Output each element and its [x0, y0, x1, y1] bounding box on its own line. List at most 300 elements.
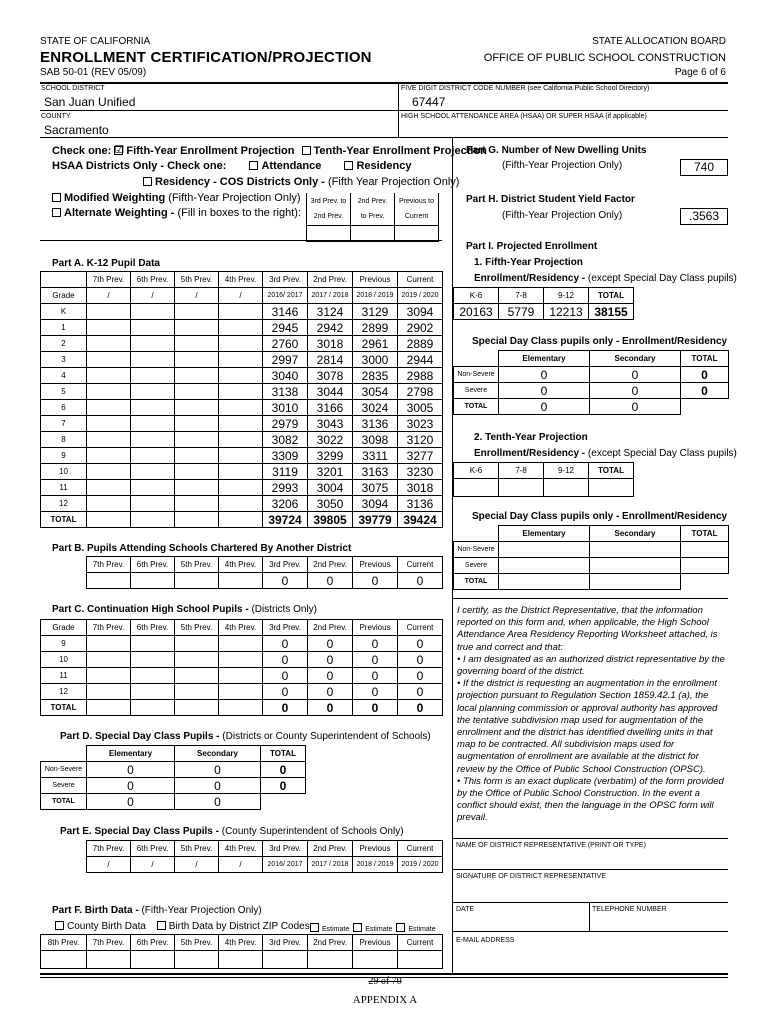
enrollment-cell[interactable]: 3005: [398, 400, 443, 416]
empty-cell[interactable]: [131, 320, 175, 336]
zip-birth-checkbox[interactable]: [157, 921, 166, 930]
district-code-field[interactable]: 67447: [412, 95, 446, 109]
table-row: [41, 700, 443, 716]
enrollment-cell[interactable]: 3138: [263, 384, 308, 400]
e-year-3rd[interactable]: 2016/ 2017: [263, 857, 308, 873]
empty-cell[interactable]: [219, 400, 263, 416]
signature-field[interactable]: [456, 883, 726, 901]
enrollment-cell[interactable]: 39424: [398, 512, 443, 528]
enrollment-cell[interactable]: 2993: [263, 480, 308, 496]
empty-cell[interactable]: [219, 496, 263, 512]
enrollment-cell[interactable]: 3166: [308, 400, 353, 416]
county-birth-checkbox[interactable]: [55, 921, 64, 930]
empty-cell[interactable]: [175, 448, 219, 464]
fifth-year-table: [453, 287, 634, 320]
continuation-cell[interactable]: 0: [353, 684, 398, 700]
part-a-table: [40, 271, 443, 528]
empty-cell[interactable]: [219, 416, 263, 432]
continuation-cell[interactable]: 0: [353, 668, 398, 684]
sdc-secondary-cell[interactable]: 0: [590, 399, 681, 415]
empty-cell[interactable]: [219, 336, 263, 352]
enrollment-cell[interactable]: 39779: [353, 512, 398, 528]
enrollment-cell[interactable]: 3124: [308, 304, 353, 320]
continuation-cell[interactable]: 0: [398, 700, 443, 716]
enrollment-cell[interactable]: 2899: [353, 320, 398, 336]
continuation-cell[interactable]: 0: [398, 668, 443, 684]
empty-cell[interactable]: [87, 400, 131, 416]
wt-input-1[interactable]: [307, 225, 351, 241]
fifth-year-subtitle: 1. Fifth-Year Projection: [474, 257, 583, 268]
enrollment-cell[interactable]: 3206: [263, 496, 308, 512]
enrollment-cell[interactable]: 3024: [353, 400, 398, 416]
f-cell[interactable]: [263, 951, 308, 969]
empty-cell[interactable]: [131, 700, 175, 716]
empty-cell[interactable]: [219, 636, 263, 652]
f-cell[interactable]: [87, 951, 131, 969]
empty-cell[interactable]: [219, 352, 263, 368]
b-cell[interactable]: [175, 573, 219, 589]
table-row: [41, 480, 443, 496]
sdc-row-label: TOTAL: [454, 399, 499, 415]
fifth-total-value[interactable]: 38155: [589, 304, 634, 320]
continuation-cell[interactable]: 0: [263, 668, 308, 684]
year-5th[interactable]: /: [175, 288, 219, 304]
signature-label: SIGNATURE OF DISTRICT REPRESENTATIVE: [456, 873, 606, 880]
empty-cell[interactable]: [87, 336, 131, 352]
empty-cell[interactable]: [219, 668, 263, 684]
sdc-secondary-cell[interactable]: 0: [175, 794, 261, 810]
dwelling-units-field[interactable]: 740: [680, 159, 728, 176]
continuation-cell[interactable]: 0: [353, 636, 398, 652]
enrollment-cell[interactable]: 3120: [398, 432, 443, 448]
empty-cell[interactable]: [87, 700, 131, 716]
modified-weighting-checkbox[interactable]: [52, 193, 61, 202]
f-cell[interactable]: [41, 951, 87, 969]
empty-cell[interactable]: [131, 368, 175, 384]
empty-cell[interactable]: [87, 464, 131, 480]
weighting-table: [306, 193, 439, 242]
continuation-cell[interactable]: 0: [263, 700, 308, 716]
empty-cell[interactable]: [87, 352, 131, 368]
fifth-col-912: 9-12: [544, 288, 589, 304]
empty-cell[interactable]: [175, 684, 219, 700]
f-col-7th: 7th Prev.: [87, 935, 131, 951]
enrollment-cell[interactable]: 3010: [263, 400, 308, 416]
empty-cell[interactable]: [87, 668, 131, 684]
empty-cell[interactable]: [131, 304, 175, 320]
e-year-6th[interactable]: /: [131, 857, 175, 873]
enrollment-cell[interactable]: 3163: [353, 464, 398, 480]
county-field[interactable]: Sacramento: [44, 123, 109, 137]
empty-cell[interactable]: [175, 304, 219, 320]
enrollment-cell[interactable]: 39805: [308, 512, 353, 528]
continuation-cell[interactable]: 0: [263, 636, 308, 652]
empty-cell[interactable]: [175, 668, 219, 684]
table-row: [41, 368, 443, 384]
empty-cell[interactable]: [87, 448, 131, 464]
enrollment-cell[interactable]: 2902: [398, 320, 443, 336]
b-cell[interactable]: [131, 573, 175, 589]
empty-cell[interactable]: [87, 432, 131, 448]
f-cell[interactable]: [308, 951, 353, 969]
sdc-secondary-cell[interactable]: 0: [590, 367, 681, 383]
empty-cell[interactable]: [175, 368, 219, 384]
empty-cell[interactable]: [219, 304, 263, 320]
empty-cell[interactable]: [131, 432, 175, 448]
empty-cell[interactable]: [131, 336, 175, 352]
empty-cell[interactable]: [219, 320, 263, 336]
empty-cell[interactable]: [87, 512, 131, 528]
e-year-current[interactable]: 2019 / 2020: [398, 857, 443, 873]
enrollment-cell[interactable]: 3129: [353, 304, 398, 320]
empty-cell[interactable]: [87, 480, 131, 496]
appendix-label: APPENDIX A: [352, 994, 418, 1006]
enrollment-cell[interactable]: 3018: [398, 480, 443, 496]
f-cell[interactable]: [398, 951, 443, 969]
enrollment-cell[interactable]: 2835: [353, 368, 398, 384]
year-current[interactable]: 2019 / 2020: [398, 288, 443, 304]
district-field[interactable]: San Juan Unified: [44, 95, 136, 109]
empty-cell[interactable]: [175, 432, 219, 448]
empty-cell[interactable]: [175, 496, 219, 512]
b-cell[interactable]: [219, 573, 263, 589]
attendance-label: Attendance: [261, 160, 322, 172]
empty-cell[interactable]: [87, 304, 131, 320]
table-row: [41, 668, 443, 684]
part-c-title: Part C. Continuation High School Pupils -: [52, 604, 249, 615]
grade-label: 1: [41, 320, 87, 336]
b-cell[interactable]: 0: [263, 573, 308, 589]
continuation-cell[interactable]: 0: [353, 652, 398, 668]
enrollment-cell[interactable]: 3023: [398, 416, 443, 432]
empty-cell[interactable]: [175, 480, 219, 496]
alternate-weighting-checkbox[interactable]: [52, 208, 61, 217]
empty-cell[interactable]: [175, 384, 219, 400]
empty-cell[interactable]: [131, 480, 175, 496]
enrollment-cell[interactable]: 2944: [398, 352, 443, 368]
empty-cell[interactable]: [131, 496, 175, 512]
empty-cell[interactable]: [131, 652, 175, 668]
empty-cell[interactable]: [219, 480, 263, 496]
empty-cell[interactable]: [131, 636, 175, 652]
estimate-checkbox-2[interactable]: [353, 923, 362, 932]
wt-input-3[interactable]: [395, 225, 439, 241]
sdc-row-label: Severe: [454, 383, 499, 399]
part-a-title: Part A. K-12 Pupil Data: [52, 258, 160, 269]
enrollment-cell[interactable]: 2889: [398, 336, 443, 352]
sdc-empty-cell[interactable]: [681, 574, 729, 590]
empty-cell[interactable]: [219, 684, 263, 700]
sdc-elementary-cell[interactable]: 0: [499, 399, 590, 415]
date-label: DATE: [456, 906, 475, 913]
empty-cell[interactable]: [131, 448, 175, 464]
sdc-empty-cell[interactable]: [499, 574, 590, 590]
alternate-weighting-note: (Fill in boxes to the right):: [177, 207, 301, 219]
enrollment-cell[interactable]: 3201: [308, 464, 353, 480]
empty-cell[interactable]: [131, 352, 175, 368]
estimate-checkbox-3[interactable]: [396, 923, 405, 932]
b-cell[interactable]: [87, 573, 131, 589]
continuation-cell[interactable]: 0: [353, 700, 398, 716]
sdc-empty-cell[interactable]: [590, 574, 681, 590]
enrollment-cell[interactable]: 3082: [263, 432, 308, 448]
empty-cell[interactable]: [175, 320, 219, 336]
empty-cell[interactable]: [175, 352, 219, 368]
enrollment-cell[interactable]: 3043: [308, 416, 353, 432]
district-label: SCHOOL DISTRICT: [41, 85, 105, 92]
empty-cell[interactable]: [175, 636, 219, 652]
empty-cell[interactable]: [175, 652, 219, 668]
sdc10-col-total: TOTAL: [681, 526, 729, 542]
col-3rd-prev: 3rd Prev.: [263, 272, 308, 288]
sdc-secondary-cell[interactable]: 0: [175, 778, 261, 794]
enrollment-cell[interactable]: 3050: [308, 496, 353, 512]
continuation-cell[interactable]: 0: [398, 684, 443, 700]
phone-field[interactable]: [592, 914, 726, 930]
b-col-6th: 6th Prev.: [131, 557, 175, 573]
year-previous[interactable]: 2018 / 2019: [353, 288, 398, 304]
enrollment-cell[interactable]: 2798: [398, 384, 443, 400]
table-row: [454, 558, 729, 574]
sdc-row-label: Severe: [454, 558, 499, 574]
empty-cell[interactable]: [131, 416, 175, 432]
table-row: [41, 794, 306, 810]
sdc-total-cell[interactable]: 0: [261, 778, 306, 794]
empty-cell[interactable]: [219, 652, 263, 668]
b-cell[interactable]: 0: [398, 573, 443, 589]
tenth-cell[interactable]: [454, 479, 499, 497]
enrollment-cell[interactable]: 3022: [308, 432, 353, 448]
tenth-col-k6: K-6: [454, 463, 499, 479]
date-field[interactable]: [456, 914, 586, 930]
col-4th-prev: 4th Prev.: [219, 272, 263, 288]
enrollment-cell[interactable]: 3004: [308, 480, 353, 496]
residency-cos-row: [143, 176, 459, 188]
continuation-cell[interactable]: 0: [398, 652, 443, 668]
enrollment-cell[interactable]: 3309: [263, 448, 308, 464]
sdc-empty-cell[interactable]: [499, 558, 590, 574]
table-row: [454, 399, 729, 415]
enrollment-cell[interactable]: 3040: [263, 368, 308, 384]
empty-cell[interactable]: [175, 512, 219, 528]
sdc-elementary-cell[interactable]: 0: [499, 367, 590, 383]
yield-factor-field[interactable]: .3563: [680, 208, 728, 225]
year-2nd[interactable]: 2017 / 2018: [308, 288, 353, 304]
enrollment-cell[interactable]: 3018: [308, 336, 353, 352]
fifth-78-value[interactable]: 5779: [499, 304, 544, 320]
fifth-year-checkbox[interactable]: [114, 146, 123, 155]
c-col-6th: 6th Prev.: [131, 620, 175, 636]
part-d-title-row: [60, 731, 431, 742]
modified-weighting-note: (Fifth-Year Projection Only): [168, 192, 301, 204]
continuation-cell[interactable]: 0: [263, 684, 308, 700]
e-year-7th[interactable]: /: [87, 857, 131, 873]
sdc-empty-cell[interactable]: [681, 558, 729, 574]
enrollment-cell[interactable]: 3000: [353, 352, 398, 368]
e-year-2nd[interactable]: 2017 / 2018: [308, 857, 353, 873]
zip-birth-label: Birth Data by District ZIP Codes: [168, 921, 310, 932]
f-cell[interactable]: [131, 951, 175, 969]
e-year-5th[interactable]: /: [175, 857, 219, 873]
enrollment-cell[interactable]: 2760: [263, 336, 308, 352]
sdc-empty-cell[interactable]: [590, 558, 681, 574]
email-field[interactable]: [456, 946, 726, 968]
continuation-cell[interactable]: 0: [308, 652, 353, 668]
year-6th[interactable]: /: [131, 288, 175, 304]
empty-cell[interactable]: [219, 432, 263, 448]
empty-cell[interactable]: [131, 464, 175, 480]
enrollment-cell[interactable]: 2961: [353, 336, 398, 352]
attendance-checkbox[interactable]: [249, 161, 258, 170]
f-cell[interactable]: [219, 951, 263, 969]
f-cell[interactable]: [175, 951, 219, 969]
enrollment-cell[interactable]: 3075: [353, 480, 398, 496]
empty-cell[interactable]: [219, 700, 263, 716]
estimate-checkbox-1[interactable]: [310, 923, 319, 932]
continuation-cell[interactable]: 0: [398, 636, 443, 652]
year-3rd[interactable]: 2016/ 2017: [263, 288, 308, 304]
enrollment-cell[interactable]: 3094: [398, 304, 443, 320]
form-title: ENROLLMENT CERTIFICATION/PROJECTION: [40, 49, 372, 66]
tenth-year-checkbox[interactable]: [302, 146, 311, 155]
empty-cell[interactable]: [131, 684, 175, 700]
col-2nd-prev: 2nd Prev.: [308, 272, 353, 288]
tenth-cell[interactable]: [544, 479, 589, 497]
continuation-cell[interactable]: 0: [308, 636, 353, 652]
empty-cell[interactable]: [175, 464, 219, 480]
empty-cell[interactable]: [219, 512, 263, 528]
enrollment-cell[interactable]: 2945: [263, 320, 308, 336]
fifth-enr-label: Enrollment/Residency -: [474, 273, 586, 284]
sdc-empty-cell[interactable]: [681, 542, 729, 558]
sdc-secondary-cell[interactable]: 0: [590, 383, 681, 399]
sdc-total-cell[interactable]: [261, 794, 306, 810]
fifth-col-78: 7-8: [499, 288, 544, 304]
empty-cell[interactable]: [131, 512, 175, 528]
enrollment-cell[interactable]: 2997: [263, 352, 308, 368]
empty-cell[interactable]: [131, 668, 175, 684]
cert-intro: I certify, as the District Representative, that the information reported on this form and, when applicable, the High School Attendance Area Residency Reporting Worksheet attached, is true and correct and that:: [457, 605, 718, 653]
continuation-cell[interactable]: 0: [263, 652, 308, 668]
enrollment-cell[interactable]: 3311: [353, 448, 398, 464]
alternate-weighting-label: Alternate Weighting -: [64, 207, 175, 219]
grade-label: TOTAL: [41, 700, 87, 716]
enrollment-cell[interactable]: 3044: [308, 384, 353, 400]
enrollment-cell[interactable]: 3119: [263, 464, 308, 480]
enrollment-cell[interactable]: 3146: [263, 304, 308, 320]
empty-cell[interactable]: [175, 700, 219, 716]
tenth-cell[interactable]: [589, 479, 634, 497]
tenth-col-total: TOTAL: [589, 463, 634, 479]
table-row: [41, 448, 443, 464]
rep-name-field[interactable]: [456, 852, 726, 868]
sdc-empty-cell[interactable]: [590, 542, 681, 558]
sdc-total-cell[interactable]: [681, 399, 729, 415]
sdc-elementary-cell[interactable]: 0: [87, 794, 175, 810]
empty-cell[interactable]: [87, 684, 131, 700]
empty-cell[interactable]: [175, 336, 219, 352]
sdc-total-cell[interactable]: 0: [261, 762, 306, 778]
residency-label: Residency: [356, 160, 412, 172]
enrollment-cell[interactable]: 3299: [308, 448, 353, 464]
empty-cell[interactable]: [87, 496, 131, 512]
empty-cell[interactable]: [87, 416, 131, 432]
enrollment-cell[interactable]: 3098: [353, 432, 398, 448]
sdc-secondary-cell[interactable]: 0: [175, 762, 261, 778]
tenth-sdc-title: Special Day Class pupils only - Enrollment/Residency: [472, 511, 728, 522]
fifth-912-value[interactable]: 12213: [544, 304, 589, 320]
empty-cell[interactable]: [87, 636, 131, 652]
year-4th[interactable]: /: [219, 288, 263, 304]
enrollment-cell[interactable]: 3136: [353, 416, 398, 432]
enrollment-cell[interactable]: 3230: [398, 464, 443, 480]
fifth-k6-value[interactable]: 20163: [454, 304, 499, 320]
enrollment-cell[interactable]: 2979: [263, 416, 308, 432]
enrollment-cell[interactable]: 3078: [308, 368, 353, 384]
table-row: [41, 684, 443, 700]
residency-checkbox[interactable]: [344, 161, 353, 170]
b-cell[interactable]: 0: [308, 573, 353, 589]
empty-cell[interactable]: [175, 400, 219, 416]
empty-cell[interactable]: [219, 368, 263, 384]
empty-cell[interactable]: [219, 448, 263, 464]
empty-cell[interactable]: [87, 320, 131, 336]
sdc5-col-total: TOTAL: [681, 351, 729, 367]
hsaa-label: HIGH SCHOOL ATTENDANCE AREA (HSAA) OR SUPER HSAA (if applicable): [401, 113, 647, 120]
tenth-cell[interactable]: [499, 479, 544, 497]
e-year-4th[interactable]: /: [219, 857, 263, 873]
e-col-7th: 7th Prev.: [87, 841, 131, 857]
state-label: STATE OF CALIFORNIA: [40, 36, 151, 47]
f-cell[interactable]: [353, 951, 398, 969]
continuation-cell[interactable]: 0: [308, 668, 353, 684]
enrollment-cell[interactable]: 39724: [263, 512, 308, 528]
sdc-elementary-cell[interactable]: 0: [87, 778, 175, 794]
empty-cell[interactable]: [219, 384, 263, 400]
continuation-cell[interactable]: 0: [308, 684, 353, 700]
alternate-weighting-row: [52, 207, 301, 219]
sdc-empty-cell[interactable]: [499, 542, 590, 558]
sdc-total-cell[interactable]: 0: [681, 383, 729, 399]
enrollment-cell[interactable]: 2942: [308, 320, 353, 336]
year-7th[interactable]: /: [87, 288, 131, 304]
part-e-title-row: [60, 826, 404, 837]
empty-cell[interactable]: [219, 464, 263, 480]
enrollment-cell[interactable]: 3094: [353, 496, 398, 512]
empty-cell[interactable]: [87, 384, 131, 400]
sdc-total-cell[interactable]: 0: [681, 367, 729, 383]
empty-cell[interactable]: [87, 652, 131, 668]
enrollment-cell[interactable]: 3277: [398, 448, 443, 464]
enrollment-cell[interactable]: 3136: [398, 496, 443, 512]
fifth-sdc-table: [453, 350, 729, 415]
empty-cell[interactable]: [131, 400, 175, 416]
empty-cell[interactable]: [175, 416, 219, 432]
enrollment-cell[interactable]: 2988: [398, 368, 443, 384]
empty-cell[interactable]: [131, 384, 175, 400]
enrollment-cell[interactable]: 3054: [353, 384, 398, 400]
b-cell[interactable]: 0: [353, 573, 398, 589]
enrollment-cell[interactable]: 2814: [308, 352, 353, 368]
wt-input-2[interactable]: [351, 225, 395, 241]
sdc-elementary-cell[interactable]: 0: [87, 762, 175, 778]
continuation-cell[interactable]: 0: [308, 700, 353, 716]
e-year-previous[interactable]: 2018 / 2019: [353, 857, 398, 873]
county-label: COUNTY: [41, 113, 71, 120]
residency-cos-checkbox[interactable]: [143, 177, 152, 186]
empty-cell[interactable]: [87, 368, 131, 384]
sdc-elementary-cell[interactable]: 0: [499, 383, 590, 399]
